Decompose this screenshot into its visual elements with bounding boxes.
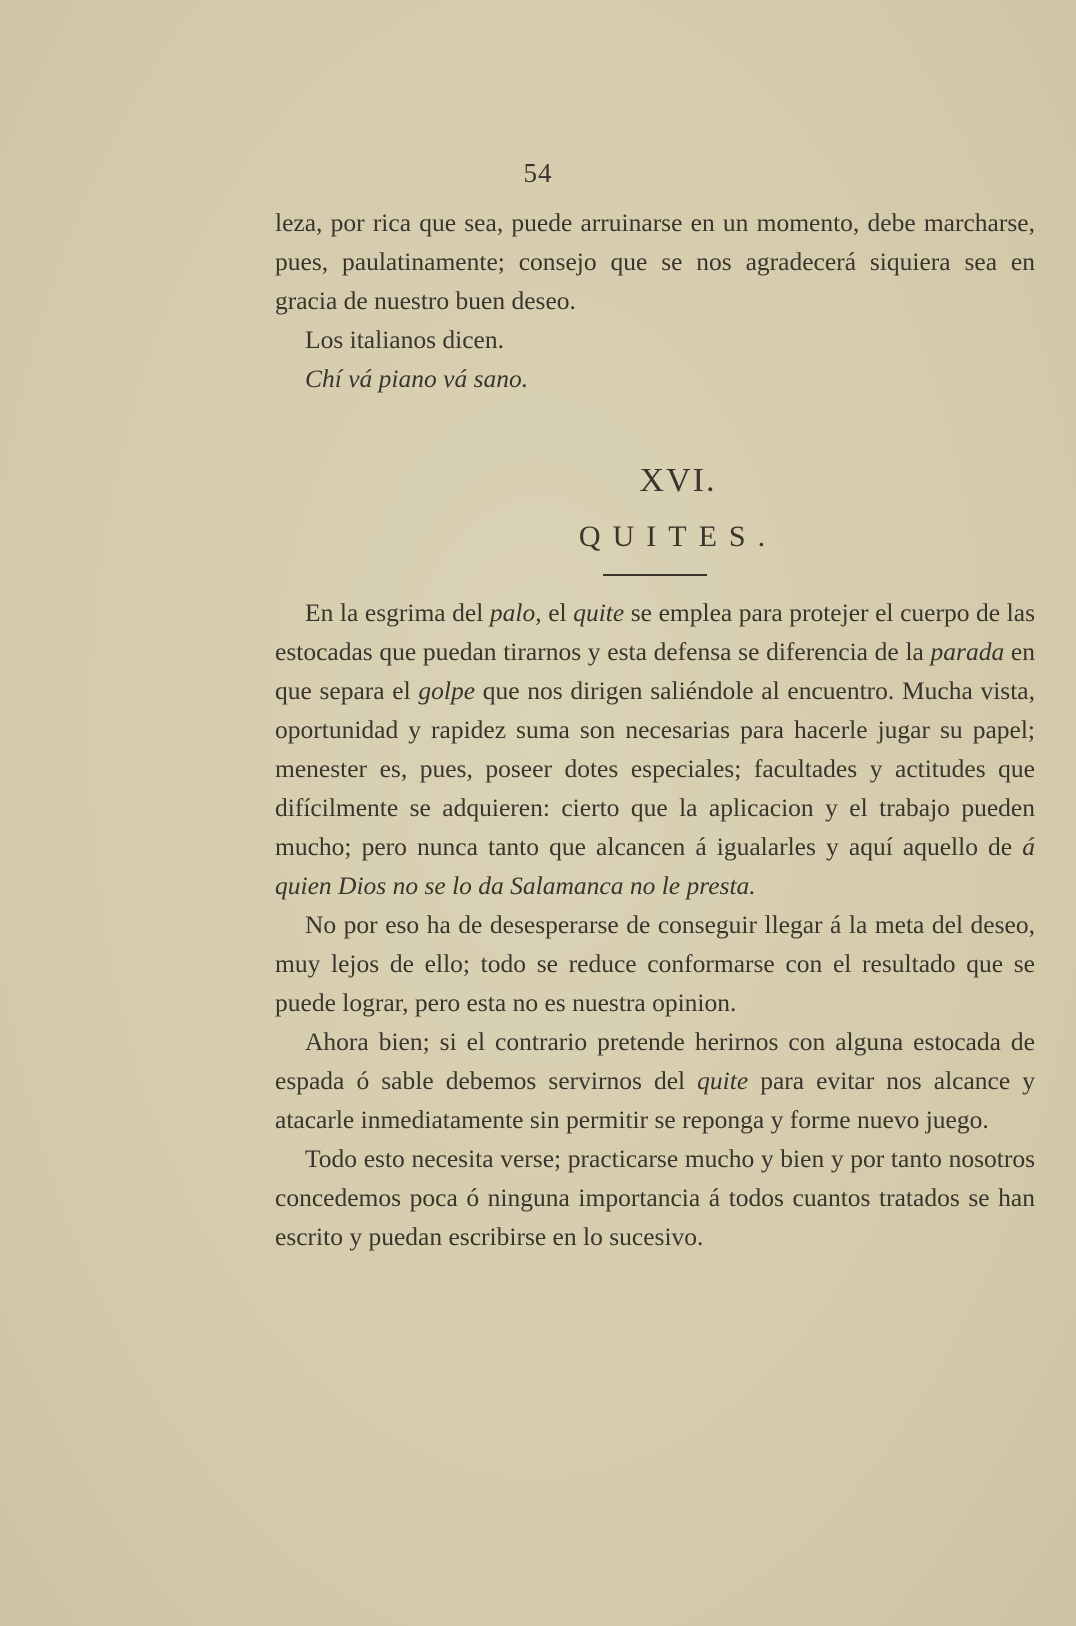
text-run: el [541,598,574,627]
chapter-title: QUITES. [578,520,778,553]
text-run: que nos dirigen saliéndole al encuentro. Mucha vista, oportunidad y rapidez suma son necesarias para hacerle jugar su papel; menester es, pues, poseer dotes especiales; facultades y actitudes que difícilmente se adquieren: cierto que la aplicacion y el trabajo pueden mucho; pero nunca tanto que alcancen á igualarles y aquí aquello de [275,676,1035,861]
text-run: se emplea para protejer el cuerpo de las estocadas que puedan tirarnos y esta defensa se diferencia de la [275,598,1035,666]
paragraph [275,320,1035,359]
chapter-body [275,593,1035,1256]
text-run: En la esgrima del [305,598,490,627]
title-rule [603,574,707,576]
paragraph [275,203,1035,320]
paragraph [275,359,1035,398]
text-run: Los italianos dicen. [305,325,504,354]
italic-text: parada [930,637,1005,666]
paragraph [275,1139,1035,1256]
italic-text: Chí vá piano vá sano. [305,364,529,393]
text-run: leza, por rica que sea, puede arruinarse en un momento, debe marcharse, pues, paulatinamente; consejo que se nos agradecerá siquiera sea en gracia de nuestro buen deseo. [275,208,1035,315]
text-run: para evitar nos alcance y atacarle inmediatamente sin permitir se reponga y forme nuevo juego. [275,1066,1035,1134]
chapter-number: XVI. [639,462,717,499]
text-run: No por eso ha de desesperarse de conseguir llegar á la meta del deseo, muy lejos de ello; todo se reduce conformarse con el resultado que se puede lograr, pero esta no es nuestra opinion. [275,910,1035,1017]
text-run: Ahora bien; si el contrario pretende herirnos con alguna estocada de espada ó sable debemos servirnos del [275,1027,1035,1095]
page-number: 54 [523,158,553,188]
continued-text [275,203,1035,398]
text-run: en que separa el [275,637,1035,705]
italic-text: á quien Dios no se lo da Salamanca no le presta. [275,832,1035,900]
text-run: Todo esto necesita verse; practicarse mucho y bien y por tanto nosotros concedemos poca ó ninguna importancia á todos cuantos tratados se han escrito y puedan escribirse en lo sucesivo. [275,1144,1035,1251]
paragraph [275,905,1035,1022]
italic-text: golpe [418,676,476,705]
paragraph [275,593,1035,905]
italic-text: palo, [489,598,542,627]
italic-text: quite [697,1066,749,1095]
italic-text: quite [573,598,625,627]
paragraph [275,1022,1035,1139]
